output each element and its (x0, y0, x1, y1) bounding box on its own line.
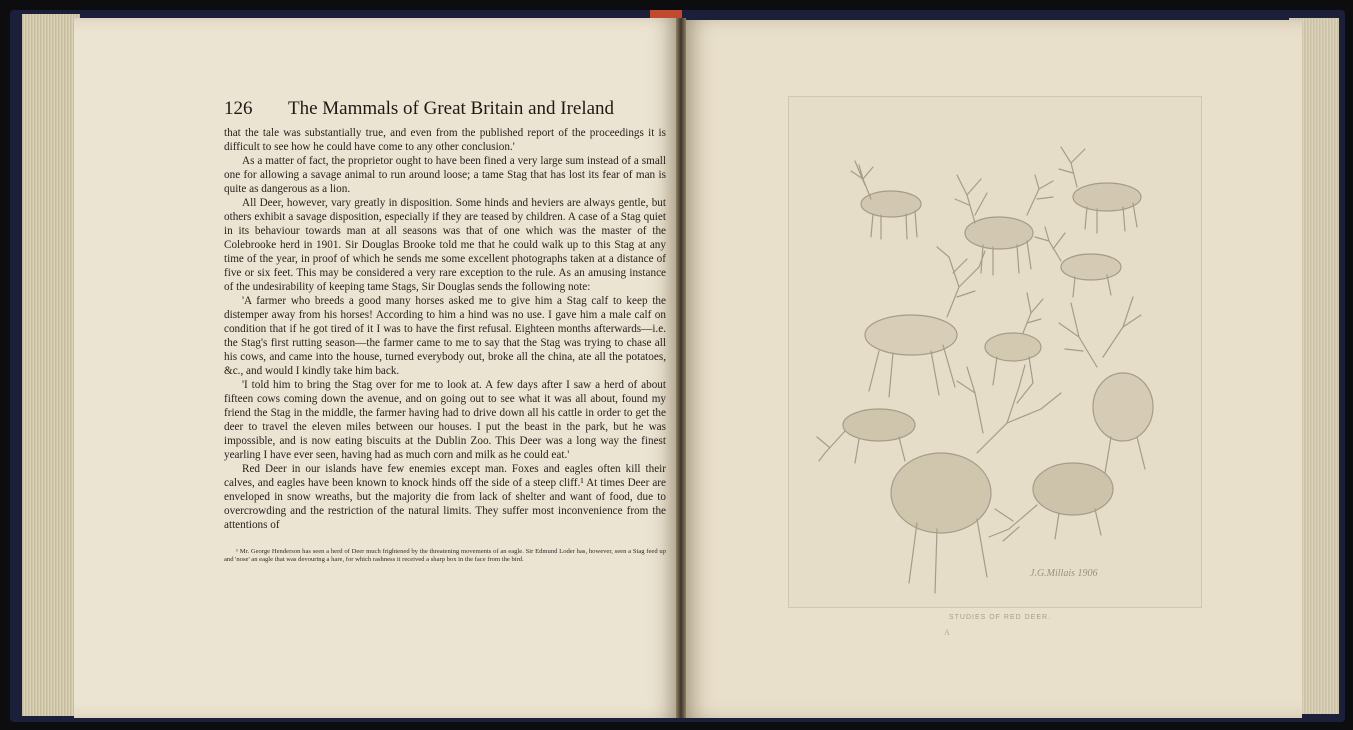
footnote (224, 548, 666, 565)
plate-caption: STUDIES OF RED DEER. (948, 614, 1052, 621)
deer-sketch (817, 409, 915, 463)
deer-sketches-illustration (789, 97, 1201, 607)
footnote-text: ¹ Mr. George Henderson has seen a herd of Deer much frightened by the threatening movements of an eagle. Sir Edmund Loder has, however, seen a Stag feed up and 'nose' an eagle that was devouring a hare, for which rashness it received a sharp box in the face from the bird. (224, 548, 666, 564)
paragraph: Red Deer in our islands have few enemies except man. Foxes and eagles often kill their calves, and eagles have been known to knock hinds off the side of a steep cliff.¹ At times Deer are enveloped in snow wreaths, but the majority die from lack of shelter and want of food, due to overcrowding and the restriction of the natural limits. They suffer most inconvenience from the attentions of (224, 463, 666, 531)
running-header (224, 98, 666, 122)
stag-sketch (851, 161, 921, 239)
paragraph: that the tale was substantially true, and even from the published report of the proceedings it is difficult to see how he could have come to any other conclusion.' (224, 127, 666, 153)
stag-sketch (1059, 147, 1141, 233)
book-gutter (676, 18, 686, 718)
paragraph: 'A farmer who breeds a good many horses asked me to give him a Stag calf to keep the distemper away from his horses! According to him a hind was no use. I gave him a male calf on condition that if he got tired of it I was to have the first refusal. Eighteen months afterwards—i.e. the Stag's first rutting season—the farmer came to me to say that the Stag was trying to chase all his cows, and came into the house, turned everybody out, broke all the china, ate all the potatoes, &c., and would I kindly take him back. (224, 295, 666, 377)
stag-sketch (989, 463, 1113, 541)
running-title: The Mammals of Great Britain and Ireland (288, 98, 615, 119)
stag-sketch (985, 293, 1043, 385)
stag-sketch (1035, 227, 1121, 297)
paragraph: All Deer, however, vary greatly in disposition. Some hinds and heviers are always gentle, but others exhibit a savage disposition, especially if they are teased by children. A case of a Stag quiet in its behaviour towards man at all seasons was that of one which was the master of the Colebrooke herd in 1901. Sir Douglas Brooke told me that he could walk up to this Stag at any time of the year, in proof of which he sends me some excellent photographs taken at a distance of five or six feet. This may be considered a very rare exception to the rule. As an amusing instance of the undesirability of keeping tame Stags, Sir Douglas sends the following note: (224, 197, 666, 293)
stag-sketch (865, 247, 985, 397)
plate-mark: A (944, 628, 950, 637)
paragraph: 'I told him to bring the Stag over for me to look at. A few days after I saw a herd of about fifteen cows coming down the avenue, and on going out to see what it was all about, found my friend the Stag in the middle, the farmer having had to drive down all his cattle in order to get the deer to travel the eleven miles between our houses. I put the beast in the park, but he was impossible, and is now eating biscuits at the Dublin Zoo. This Deer was a long way the finest yearling I have ever seen, having had as much corn and milk as he could eat.' (224, 379, 666, 461)
stag-sketch (1059, 297, 1153, 473)
deer-sketch-plate (788, 96, 1202, 608)
paragraph: As a matter of fact, the proprietor ought to have been fined a very large sum instead of a small one for allowing a savage animal to run around loose; a tame Stag that has lost its fear of man is quite as dangerous as a lion. (224, 155, 666, 195)
stag-sketch (955, 175, 1053, 275)
body-text (224, 126, 666, 532)
page-number: 126 (224, 98, 253, 119)
artist-signature: J.G.Millais 1906 (1030, 568, 1098, 579)
page-edges-left (22, 14, 80, 716)
